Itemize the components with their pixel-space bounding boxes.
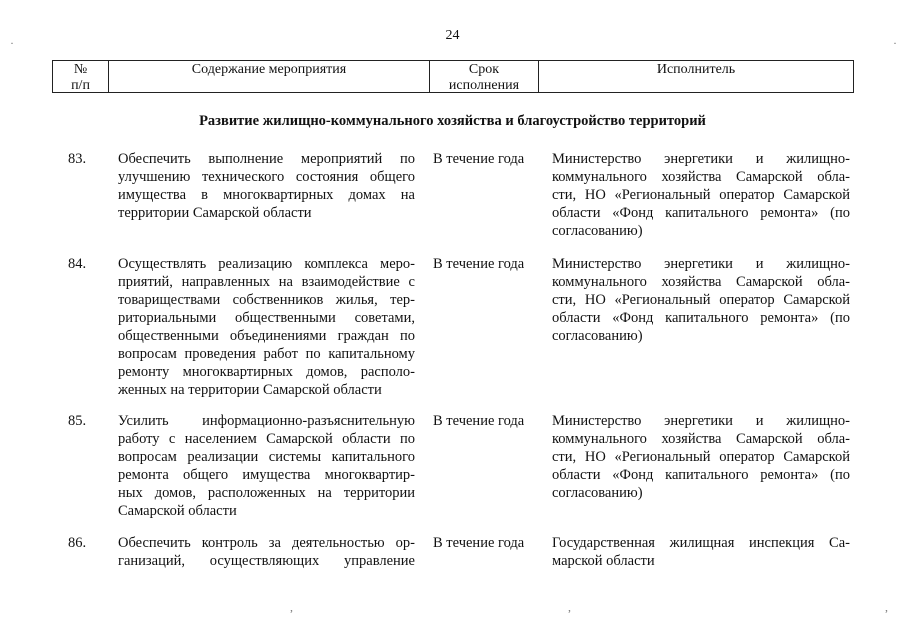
content-line: Усилить информационно-разъяснительную: [118, 413, 415, 429]
header-content-cell: [109, 61, 430, 92]
scan-speck: ·: [893, 36, 897, 50]
row-executor: [552, 534, 850, 570]
header-term-sublabel: исполнения: [448, 78, 520, 93]
table-header: [52, 60, 854, 93]
content-line: Осуществлять реализацию комплекса меро-: [118, 256, 415, 272]
executor-line: Государственная жилищная инспекция Са-: [552, 535, 850, 551]
content-line: вопросам реализации системы капитального: [118, 449, 415, 465]
executor-line: коммунального хозяйства Самарской обла-: [552, 431, 850, 447]
executor-line: области «Фонд капитального ремонта» (по: [552, 467, 850, 483]
executor-line: сти, НО «Региональный оператор Самарской: [552, 292, 850, 308]
executor-line: коммунального хозяйства Самарской обла-: [552, 274, 850, 290]
row-term: В течение года: [433, 413, 525, 429]
content-line: улучшению технического состояния общего: [118, 169, 415, 185]
row-executor: [552, 412, 850, 502]
header-executor-cell: [539, 61, 853, 92]
scan-speck: ·: [10, 36, 14, 50]
content-line: территории Самарской области: [118, 205, 312, 221]
row-term: В течение года: [433, 256, 525, 272]
row-content: [118, 412, 415, 520]
row-content: [118, 255, 415, 399]
content-line: вопросам проведения работ по капитальному: [118, 346, 415, 362]
row-number: 84.: [68, 256, 87, 272]
content-line: ных домов, расположенных на территории: [118, 485, 415, 501]
content-line: товариществами собственников жилья, тер-: [118, 292, 415, 308]
content-line: имущества в многоквартирных домах на: [118, 187, 415, 203]
header-number-sublabel: п/п: [71, 78, 90, 93]
executor-line: сти, НО «Региональный оператор Самарской: [552, 187, 850, 203]
scan-speck: ,: [290, 600, 293, 614]
row-term: В течение года: [433, 151, 525, 167]
content-line: женных на территории Самарской области: [118, 382, 382, 398]
content-line: общественными объединениями граждан по: [118, 328, 415, 344]
executor-line: согласованию): [552, 328, 643, 344]
executor-line: области «Фонд капитального ремонта» (по: [552, 310, 850, 326]
row-executor: [552, 150, 850, 240]
scan-speck: ,: [568, 600, 571, 614]
section-title: Развитие жилищно-коммунального хозяйства и благоустройство территорий: [199, 113, 706, 129]
content-line: ремонта общего имущества многоквартир-: [118, 467, 415, 483]
content-line: Самарской области: [118, 503, 237, 519]
content-line: ганизаций, осуществляющих управление: [118, 553, 415, 569]
row-term: В течение года: [433, 535, 525, 551]
header-number-cell: [53, 61, 109, 92]
executor-line: согласованию): [552, 485, 643, 501]
page-number: 24: [445, 28, 460, 43]
row-number: 83.: [68, 151, 87, 167]
row-executor: [552, 255, 850, 345]
executor-line: области «Фонд капитального ремонта» (по: [552, 205, 850, 221]
header-number-label: №: [73, 62, 88, 77]
executor-line: Министерство энергетики и жилищно-: [552, 413, 850, 429]
executor-line: сти, НО «Региональный оператор Самарской: [552, 449, 850, 465]
executor-line: Министерство энергетики и жилищно-: [552, 256, 850, 272]
executor-line: согласованию): [552, 223, 643, 239]
executor-line: Министерство энергетики и жилищно-: [552, 151, 850, 167]
header-content-label: Содержание мероприятия: [191, 62, 347, 77]
executor-line: марской области: [552, 553, 655, 569]
executor-line: коммунального хозяйства Самарской обла-: [552, 169, 850, 185]
content-line: приятий, направленных на взаимодействие с: [118, 274, 415, 290]
content-line: Обеспечить выполнение мероприятий по: [118, 151, 415, 167]
content-line: ремонту многоквартирных домов, располо-: [118, 364, 415, 380]
scan-speck: ,: [885, 600, 888, 614]
content-line: работу с населением Самарской области по: [118, 431, 415, 447]
header-executor-label: Исполнитель: [656, 62, 736, 77]
content-line: риториальными общественными советами,: [118, 310, 415, 326]
row-content: [118, 150, 415, 222]
row-number: 85.: [68, 413, 87, 429]
row-number: 86.: [68, 535, 87, 551]
header-term-label: Срок: [468, 62, 500, 77]
row-content: [118, 534, 415, 570]
content-line: Обеспечить контроль за деятельностью ор-: [118, 535, 415, 551]
header-term-cell: [430, 61, 539, 92]
